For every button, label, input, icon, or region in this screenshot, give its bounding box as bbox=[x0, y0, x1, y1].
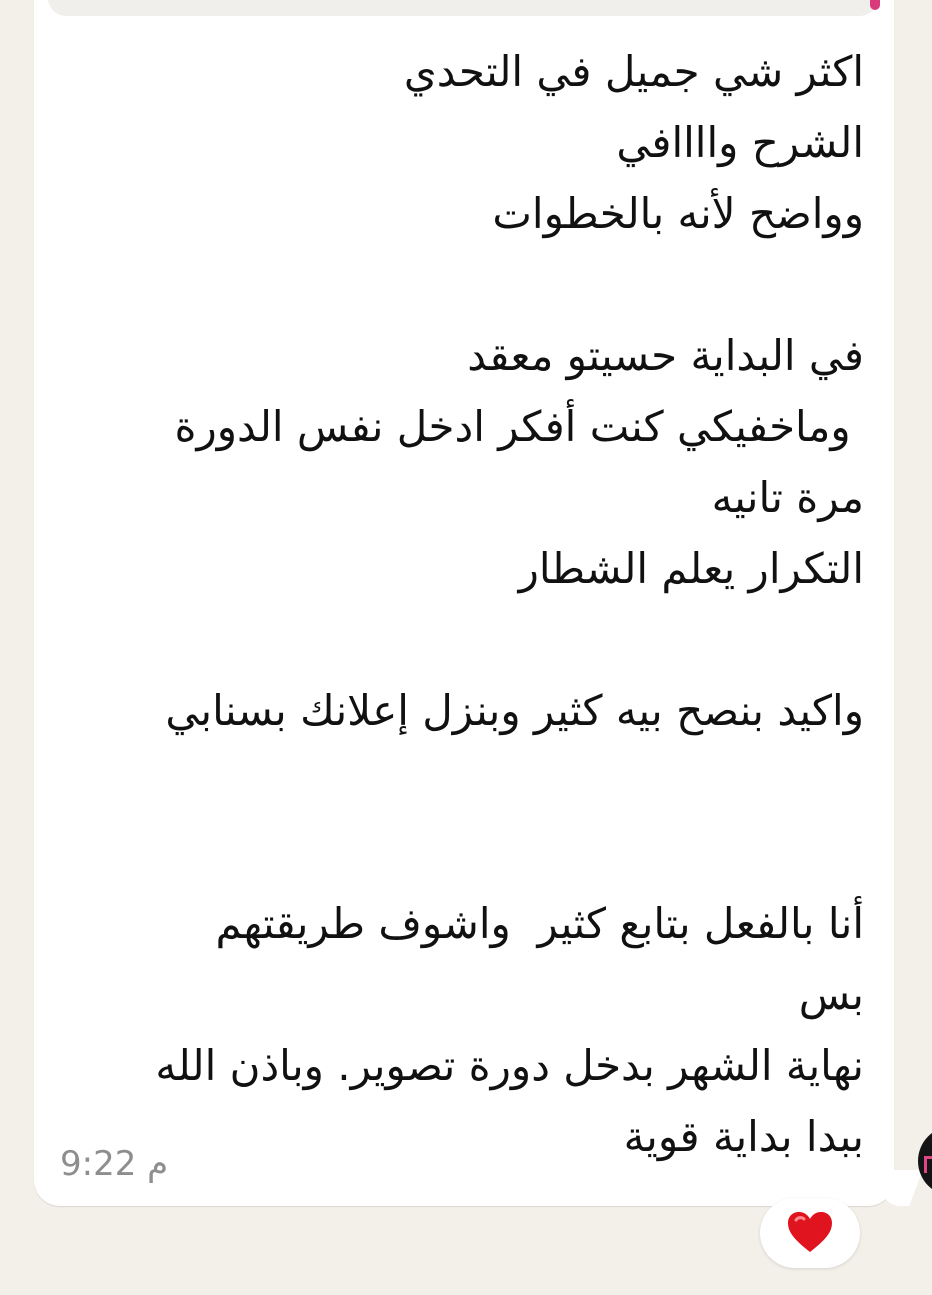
avatar-logo-mark bbox=[924, 1156, 932, 1173]
reaction-badge[interactable] bbox=[760, 1198, 860, 1268]
heart-shape bbox=[788, 1212, 832, 1252]
quoted-reply-accent bbox=[870, 0, 880, 10]
quoted-reply-preview[interactable] bbox=[48, 0, 878, 16]
message-timestamp: 9:22 م bbox=[60, 1144, 169, 1184]
sender-avatar[interactable] bbox=[918, 1126, 932, 1196]
message-text: اكثر شي جميل في التحدي الشرح واااافي وواضح لأنه بالخطوات في البداية حسيتو معقد وماخفيكي كنت أفكر ادخل نفس الدورة مرة تانيه التكرار يعلم الشطار واكيد بنصح بيه كثير وبنزل إعلانك بسنابي أنا بالفعل بتابع كثير واشوف طريقتهم بس نهاية الشهر بدخل دورة تصوير. وباذن الله ببدا بداية قوية bbox=[155, 47, 864, 1161]
heart-icon bbox=[786, 1210, 834, 1254]
